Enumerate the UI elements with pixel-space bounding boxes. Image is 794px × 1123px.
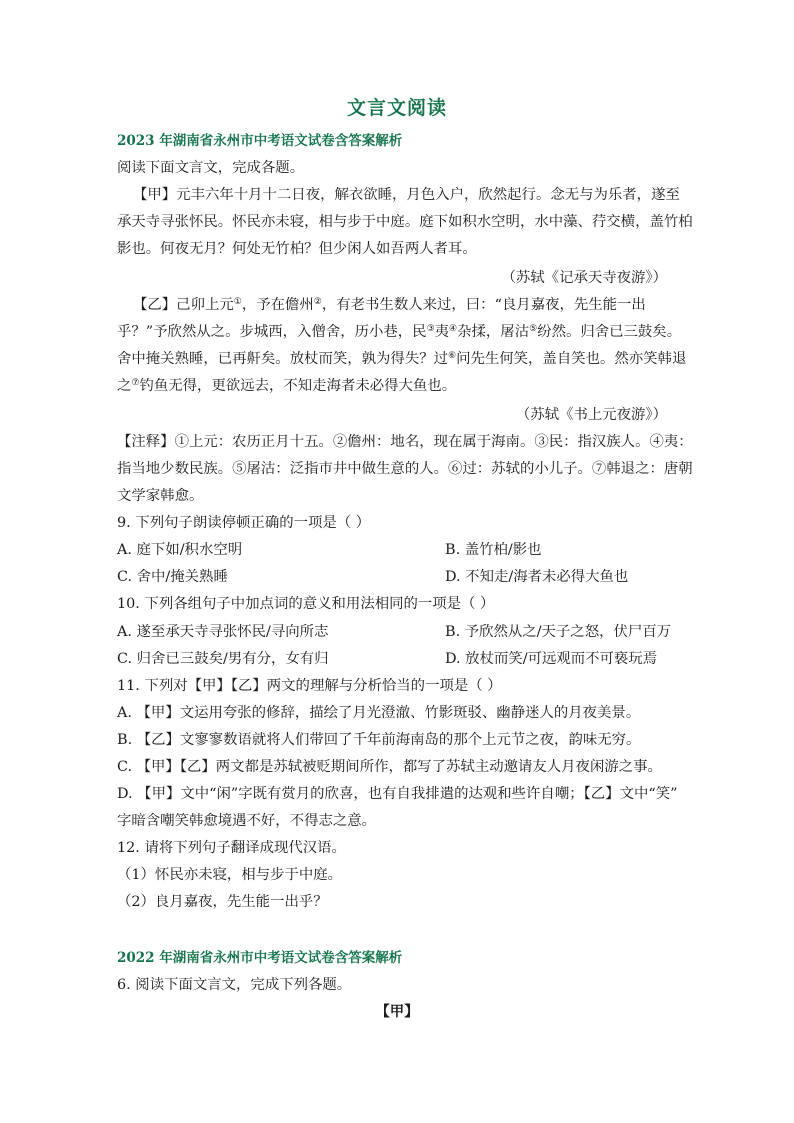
option-d: D. 放杖而笑/可远观而不可亵玩焉 bbox=[445, 651, 658, 667]
note-marker: ① bbox=[233, 297, 242, 307]
option-a: A. 遂至承天寺寻张怀民/寻向所志 bbox=[117, 624, 329, 640]
option-d-continued: 字暗含嘲笑韩愈境遇不好，不得志之意。 bbox=[117, 813, 377, 829]
annotation-line: 指当地少数民族。⑤屠沽：泛指市井中做生意的人。⑥过：苏轼的小儿子。⑦韩退之：唐朝 bbox=[117, 461, 693, 477]
option-c: C. 归舍已三鼓矣/男有分，女有归 bbox=[117, 651, 329, 667]
passage-jia-line: 承天寺寻张怀民。怀民亦未寝，相与步于中庭。庭下如积水空明，水中藻、荇交横，盖竹柏 bbox=[117, 214, 693, 230]
option-a: A. 庭下如/积水空明 bbox=[117, 542, 243, 558]
question-stem: 11. 下列对【甲】【乙】两文的理解与分析恰当的一项是（ ） bbox=[117, 678, 502, 694]
question-stem: 12. 请将下列句子翻译成现代汉语。 bbox=[117, 840, 346, 856]
question-6-stem: 6. 阅读下面文言文，完成下列各题。 bbox=[117, 977, 352, 993]
note-marker: ② bbox=[313, 297, 322, 307]
option-b: B. 【乙】文寥寥数语就将人们带回了千年前海南岛的那个上元节之夜，韵味无穷。 bbox=[117, 732, 641, 748]
option-c: C. 舍中/掩关熟睡 bbox=[117, 569, 228, 585]
option-d: D. 【甲】文中“闲”字既有赏月的欣喜，也有自我排遣的达观和些许自嘲；【乙】文中“笑” bbox=[117, 786, 678, 802]
option-b: B. 予欣然从之/天子之怒，伏尸百万 bbox=[445, 624, 672, 640]
option-c: C. 【甲】【乙】两文都是苏轼被贬期间所作，都写了苏轼主动邀请友人月夜闲游之事。 bbox=[117, 759, 662, 775]
note-marker: ④ bbox=[449, 324, 458, 334]
passage-jia-citation: （苏轼《记承天寺夜游》） bbox=[501, 270, 667, 286]
option-b: B. 盖竹柏/影也 bbox=[445, 542, 542, 558]
page-title: 文言文阅读 bbox=[346, 97, 447, 119]
source-heading-2023: 2023 年湖南省永州市中考语文试卷含答案解析 bbox=[117, 133, 403, 149]
annotation-line: 【注释】①上元：农历正月十五。②儋州：地名，现在属于海南。③民：指汉族人。④夷： bbox=[117, 434, 693, 450]
note-marker: ⑤ bbox=[529, 324, 538, 334]
passage-jia-line: 影也。何夜无月？何处无竹柏？但少闲人如吾两人者耳。 bbox=[117, 241, 477, 257]
passage-jia-line: 【甲】元丰六年十月十二日夜，解衣欲睡，月色入户，欣然起行。念无与为乐者，遂至 bbox=[133, 187, 680, 203]
annotation-line: 文学家韩愈。 bbox=[117, 488, 204, 504]
sentence-2: （2）良月嘉夜，先生能一出乎？ bbox=[117, 894, 328, 910]
note-marker: ③ bbox=[426, 324, 435, 334]
passage-yi-line: 舍中掩关熟睡，已再鼾矣。放杖而笑，孰为得失？过⑥问先生何笑，盖自笑也。然亦笑韩退 bbox=[117, 351, 687, 367]
passage-yi-citation: （苏轼《书上元夜游》） bbox=[515, 407, 667, 423]
option-a: A. 【甲】文运用夸张的修辞，描绘了月光澄澈、竹影斑驳、幽静迷人的月夜美景。 bbox=[117, 705, 641, 721]
passage-yi-line: 之⑦钓鱼无得，更欲远去，不知走海者未必得大鱼也。 bbox=[117, 378, 457, 394]
source-heading-2022: 2022 年湖南省永州市中考语文试卷含答案解析 bbox=[117, 950, 403, 966]
note-marker: ⑦ bbox=[131, 378, 140, 388]
question-stem: 9. 下列句子朗读停顿正确的一项是（ ） bbox=[117, 515, 371, 531]
option-d: D. 不知走/海者未必得大鱼也 bbox=[445, 569, 629, 585]
passage-yi-line: 乎？”予欣然从之。步城西，入僧舍，历小巷，民③夷④杂揉，屠沽⑤纷然。归舍已三鼓矣。 bbox=[117, 324, 682, 340]
passage-jia-heading: 【甲】 bbox=[375, 1003, 419, 1020]
instruction-text: 阅读下面文言文，完成各题。 bbox=[117, 160, 305, 176]
note-marker: ⑥ bbox=[448, 351, 457, 361]
question-stem: 10. 下列各组句子中加点词的意义和用法相同的一项是（ ） bbox=[117, 596, 495, 612]
sentence-1: （1）怀民亦未寝，相与步于中庭。 bbox=[117, 867, 343, 883]
passage-yi-line: 【乙】己卯上元①，予在儋州②，有老书生数人来过，曰：“良月嘉夜，先生能一出 bbox=[133, 297, 646, 313]
